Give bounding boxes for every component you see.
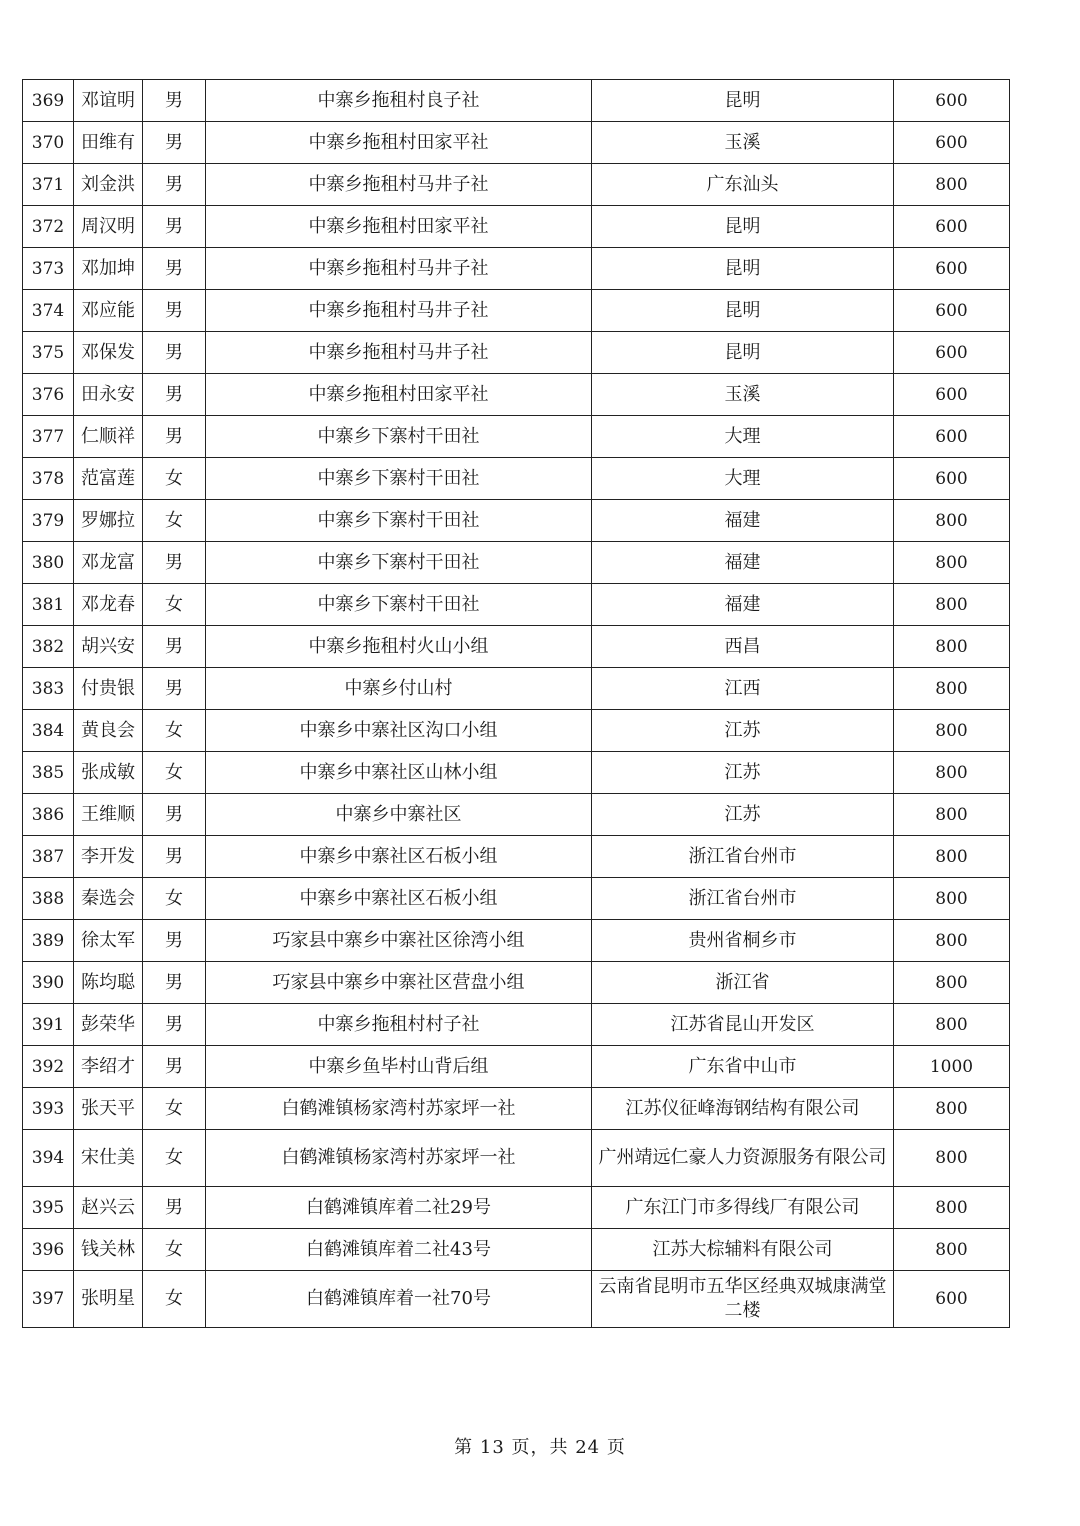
amount-cell: 800 bbox=[894, 164, 1010, 206]
gender-cell: 女 bbox=[143, 458, 206, 500]
work-location-cell: 福建 bbox=[592, 584, 894, 626]
name-cell: 罗娜拉 bbox=[74, 500, 143, 542]
table-row bbox=[23, 794, 1010, 836]
gender-cell: 女 bbox=[143, 752, 206, 794]
row-number-cell: 371 bbox=[23, 164, 74, 206]
row-number-cell: 395 bbox=[23, 1187, 74, 1229]
hometown-cell: 中寨乡拖租村田家平社 bbox=[206, 374, 592, 416]
amount-cell: 600 bbox=[894, 332, 1010, 374]
table-row bbox=[23, 80, 1010, 122]
table-row bbox=[23, 836, 1010, 878]
amount-cell: 600 bbox=[894, 290, 1010, 332]
amount-cell: 800 bbox=[894, 1229, 1010, 1271]
name-cell: 张天平 bbox=[74, 1088, 143, 1130]
amount-cell: 600 bbox=[894, 206, 1010, 248]
amount-cell: 800 bbox=[894, 962, 1010, 1004]
amount-cell: 600 bbox=[894, 416, 1010, 458]
work-location-cell: 广东汕头 bbox=[592, 164, 894, 206]
work-location-cell: 昆明 bbox=[592, 206, 894, 248]
name-cell: 田永安 bbox=[74, 374, 143, 416]
table-row bbox=[23, 1229, 1010, 1271]
row-number-cell: 387 bbox=[23, 836, 74, 878]
name-cell: 邓谊明 bbox=[74, 80, 143, 122]
table-row bbox=[23, 248, 1010, 290]
amount-cell: 800 bbox=[894, 1088, 1010, 1130]
work-location-cell: 江西 bbox=[592, 668, 894, 710]
table-row bbox=[23, 290, 1010, 332]
row-number-cell: 388 bbox=[23, 878, 74, 920]
name-cell: 徐太军 bbox=[74, 920, 143, 962]
name-cell: 周汉明 bbox=[74, 206, 143, 248]
amount-cell: 800 bbox=[894, 752, 1010, 794]
work-location-cell: 江苏大棕辅料有限公司 bbox=[592, 1229, 894, 1271]
work-location-cell: 昆明 bbox=[592, 332, 894, 374]
name-cell: 赵兴云 bbox=[74, 1187, 143, 1229]
amount-cell: 800 bbox=[894, 920, 1010, 962]
table-row bbox=[23, 1271, 1010, 1328]
table-row bbox=[23, 416, 1010, 458]
gender-cell: 女 bbox=[143, 710, 206, 752]
table-row bbox=[23, 1088, 1010, 1130]
work-location-cell: 江苏 bbox=[592, 710, 894, 752]
amount-cell: 800 bbox=[894, 500, 1010, 542]
gender-cell: 男 bbox=[143, 332, 206, 374]
amount-cell: 800 bbox=[894, 1004, 1010, 1046]
hometown-cell: 中寨乡中寨社区石板小组 bbox=[206, 878, 592, 920]
hometown-cell: 中寨乡下寨村干田社 bbox=[206, 416, 592, 458]
amount-cell: 800 bbox=[894, 584, 1010, 626]
gender-cell: 男 bbox=[143, 962, 206, 1004]
work-location-cell: 浙江省台州市 bbox=[592, 878, 894, 920]
table-row bbox=[23, 122, 1010, 164]
gender-cell: 男 bbox=[143, 164, 206, 206]
table-row bbox=[23, 542, 1010, 584]
work-location-cell: 广州靖远仁豪人力资源服务有限公司 bbox=[592, 1130, 894, 1187]
work-location-cell: 福建 bbox=[592, 542, 894, 584]
work-location-cell: 浙江省 bbox=[592, 962, 894, 1004]
gender-cell: 男 bbox=[143, 1046, 206, 1088]
gender-cell: 男 bbox=[143, 1187, 206, 1229]
row-number-cell: 392 bbox=[23, 1046, 74, 1088]
name-cell: 邓龙春 bbox=[74, 584, 143, 626]
name-cell: 刘金洪 bbox=[74, 164, 143, 206]
hometown-cell: 中寨乡拖租村马井子社 bbox=[206, 290, 592, 332]
row-number-cell: 376 bbox=[23, 374, 74, 416]
hometown-cell: 巧家县中寨乡中寨社区徐湾小组 bbox=[206, 920, 592, 962]
hometown-cell: 中寨乡鱼毕村山背后组 bbox=[206, 1046, 592, 1088]
gender-cell: 女 bbox=[143, 1271, 206, 1328]
work-location-cell: 福建 bbox=[592, 500, 894, 542]
name-cell: 仁顺祥 bbox=[74, 416, 143, 458]
amount-cell: 600 bbox=[894, 80, 1010, 122]
name-cell: 张明星 bbox=[74, 1271, 143, 1328]
table-row bbox=[23, 626, 1010, 668]
hometown-cell: 中寨乡拖租村田家平社 bbox=[206, 122, 592, 164]
roster-table bbox=[22, 79, 1010, 1328]
row-number-cell: 378 bbox=[23, 458, 74, 500]
gender-cell: 男 bbox=[143, 668, 206, 710]
name-cell: 邓龙富 bbox=[74, 542, 143, 584]
gender-cell: 女 bbox=[143, 500, 206, 542]
page-footer: 第 13 页，共 24 页 bbox=[454, 1437, 626, 1458]
work-location-cell: 广东省中山市 bbox=[592, 1046, 894, 1088]
row-number-cell: 393 bbox=[23, 1088, 74, 1130]
name-cell: 付贵银 bbox=[74, 668, 143, 710]
gender-cell: 男 bbox=[143, 1004, 206, 1046]
name-cell: 邓加坤 bbox=[74, 248, 143, 290]
hometown-cell: 中寨乡下寨村干田社 bbox=[206, 500, 592, 542]
work-location-cell: 浙江省台州市 bbox=[592, 836, 894, 878]
name-cell: 陈均聪 bbox=[74, 962, 143, 1004]
row-number-cell: 386 bbox=[23, 794, 74, 836]
gender-cell: 男 bbox=[143, 542, 206, 584]
gender-cell: 男 bbox=[143, 206, 206, 248]
gender-cell: 女 bbox=[143, 1130, 206, 1187]
name-cell: 李绍才 bbox=[74, 1046, 143, 1088]
gender-cell: 女 bbox=[143, 1088, 206, 1130]
row-number-cell: 383 bbox=[23, 668, 74, 710]
hometown-cell: 中寨乡拖租村马井子社 bbox=[206, 164, 592, 206]
work-location-cell: 江苏 bbox=[592, 794, 894, 836]
row-number-cell: 380 bbox=[23, 542, 74, 584]
work-location-cell: 玉溪 bbox=[592, 122, 894, 164]
amount-cell: 800 bbox=[894, 878, 1010, 920]
hometown-cell: 中寨乡拖租村火山小组 bbox=[206, 626, 592, 668]
amount-cell: 800 bbox=[894, 668, 1010, 710]
work-location-cell: 江苏 bbox=[592, 752, 894, 794]
hometown-cell: 中寨乡拖租村马井子社 bbox=[206, 332, 592, 374]
row-number-cell: 397 bbox=[23, 1271, 74, 1328]
amount-cell: 800 bbox=[894, 1130, 1010, 1187]
gender-cell: 男 bbox=[143, 290, 206, 332]
name-cell: 秦选会 bbox=[74, 878, 143, 920]
row-number-cell: 385 bbox=[23, 752, 74, 794]
table-row bbox=[23, 1004, 1010, 1046]
name-cell: 邓保发 bbox=[74, 332, 143, 374]
amount-cell: 1000 bbox=[894, 1046, 1010, 1088]
row-number-cell: 370 bbox=[23, 122, 74, 164]
row-number-cell: 373 bbox=[23, 248, 74, 290]
gender-cell: 男 bbox=[143, 794, 206, 836]
amount-cell: 800 bbox=[894, 542, 1010, 584]
table-row bbox=[23, 164, 1010, 206]
table-row bbox=[23, 500, 1010, 542]
work-location-cell: 大理 bbox=[592, 416, 894, 458]
work-location-cell: 江苏省昆山开发区 bbox=[592, 1004, 894, 1046]
work-location-cell: 昆明 bbox=[592, 80, 894, 122]
table-row bbox=[23, 710, 1010, 752]
table-row bbox=[23, 752, 1010, 794]
row-number-cell: 384 bbox=[23, 710, 74, 752]
hometown-cell: 中寨乡中寨社区 bbox=[206, 794, 592, 836]
table-row bbox=[23, 1046, 1010, 1088]
hometown-cell: 中寨乡中寨社区沟口小组 bbox=[206, 710, 592, 752]
table-row bbox=[23, 668, 1010, 710]
gender-cell: 女 bbox=[143, 1229, 206, 1271]
hometown-cell: 巧家县中寨乡中寨社区营盘小组 bbox=[206, 962, 592, 1004]
name-cell: 范富莲 bbox=[74, 458, 143, 500]
row-number-cell: 394 bbox=[23, 1130, 74, 1187]
hometown-cell: 中寨乡付山村 bbox=[206, 668, 592, 710]
name-cell: 胡兴安 bbox=[74, 626, 143, 668]
name-cell: 黄良会 bbox=[74, 710, 143, 752]
table-row bbox=[23, 1130, 1010, 1187]
work-location-cell: 贵州省桐乡市 bbox=[592, 920, 894, 962]
hometown-cell: 中寨乡下寨村干田社 bbox=[206, 584, 592, 626]
hometown-cell: 白鹤滩镇库着二社43号 bbox=[206, 1229, 592, 1271]
amount-cell: 600 bbox=[894, 458, 1010, 500]
name-cell: 彭荣华 bbox=[74, 1004, 143, 1046]
row-number-cell: 374 bbox=[23, 290, 74, 332]
work-location-cell: 大理 bbox=[592, 458, 894, 500]
row-number-cell: 375 bbox=[23, 332, 74, 374]
roster-body bbox=[23, 80, 1010, 1328]
gender-cell: 男 bbox=[143, 80, 206, 122]
gender-cell: 女 bbox=[143, 878, 206, 920]
amount-cell: 800 bbox=[894, 794, 1010, 836]
name-cell: 李开发 bbox=[74, 836, 143, 878]
hometown-cell: 中寨乡拖租村马井子社 bbox=[206, 248, 592, 290]
work-location-cell: 西昌 bbox=[592, 626, 894, 668]
table-row bbox=[23, 332, 1010, 374]
table-row bbox=[23, 374, 1010, 416]
amount-cell: 800 bbox=[894, 710, 1010, 752]
hometown-cell: 中寨乡拖租村田家平社 bbox=[206, 206, 592, 248]
work-location-cell: 广东江门市多得线厂有限公司 bbox=[592, 1187, 894, 1229]
amount-cell: 600 bbox=[894, 1271, 1010, 1328]
hometown-cell: 中寨乡中寨社区山林小组 bbox=[206, 752, 592, 794]
hometown-cell: 中寨乡拖租村村子社 bbox=[206, 1004, 592, 1046]
work-location-cell: 昆明 bbox=[592, 290, 894, 332]
work-location-cell: 玉溪 bbox=[592, 374, 894, 416]
hometown-cell: 白鹤滩镇杨家湾村苏家坪一社 bbox=[206, 1088, 592, 1130]
row-number-cell: 390 bbox=[23, 962, 74, 1004]
amount-cell: 800 bbox=[894, 1187, 1010, 1229]
gender-cell: 女 bbox=[143, 584, 206, 626]
row-number-cell: 396 bbox=[23, 1229, 74, 1271]
amount-cell: 600 bbox=[894, 374, 1010, 416]
name-cell: 张成敏 bbox=[74, 752, 143, 794]
name-cell: 田维有 bbox=[74, 122, 143, 164]
hometown-cell: 中寨乡中寨社区石板小组 bbox=[206, 836, 592, 878]
gender-cell: 男 bbox=[143, 374, 206, 416]
hometown-cell: 白鹤滩镇库着一社70号 bbox=[206, 1271, 592, 1328]
gender-cell: 男 bbox=[143, 836, 206, 878]
row-number-cell: 391 bbox=[23, 1004, 74, 1046]
gender-cell: 男 bbox=[143, 248, 206, 290]
row-number-cell: 377 bbox=[23, 416, 74, 458]
amount-cell: 800 bbox=[894, 626, 1010, 668]
work-location-cell: 昆明 bbox=[592, 248, 894, 290]
table-row bbox=[23, 1187, 1010, 1229]
row-number-cell: 372 bbox=[23, 206, 74, 248]
table-row bbox=[23, 458, 1010, 500]
work-location-cell: 云南省昆明市五华区经典双城康满堂二楼 bbox=[592, 1271, 894, 1328]
row-number-cell: 389 bbox=[23, 920, 74, 962]
gender-cell: 男 bbox=[143, 416, 206, 458]
table-row bbox=[23, 962, 1010, 1004]
gender-cell: 男 bbox=[143, 626, 206, 668]
hometown-cell: 中寨乡下寨村干田社 bbox=[206, 542, 592, 584]
row-number-cell: 379 bbox=[23, 500, 74, 542]
amount-cell: 600 bbox=[894, 122, 1010, 164]
name-cell: 邓应能 bbox=[74, 290, 143, 332]
table-row bbox=[23, 878, 1010, 920]
hometown-cell: 白鹤滩镇库着二社29号 bbox=[206, 1187, 592, 1229]
table-row bbox=[23, 584, 1010, 626]
hometown-cell: 中寨乡下寨村干田社 bbox=[206, 458, 592, 500]
gender-cell: 男 bbox=[143, 920, 206, 962]
name-cell: 宋仕美 bbox=[74, 1130, 143, 1187]
row-number-cell: 369 bbox=[23, 80, 74, 122]
name-cell: 王维顺 bbox=[74, 794, 143, 836]
hometown-cell: 中寨乡拖租村良子社 bbox=[206, 80, 592, 122]
name-cell: 钱关林 bbox=[74, 1229, 143, 1271]
table-row bbox=[23, 206, 1010, 248]
table-row bbox=[23, 920, 1010, 962]
amount-cell: 800 bbox=[894, 836, 1010, 878]
gender-cell: 男 bbox=[143, 122, 206, 164]
hometown-cell: 白鹤滩镇杨家湾村苏家坪一社 bbox=[206, 1130, 592, 1187]
row-number-cell: 382 bbox=[23, 626, 74, 668]
amount-cell: 600 bbox=[894, 248, 1010, 290]
work-location-cell: 江苏仪征峰海钢结构有限公司 bbox=[592, 1088, 894, 1130]
row-number-cell: 381 bbox=[23, 584, 74, 626]
